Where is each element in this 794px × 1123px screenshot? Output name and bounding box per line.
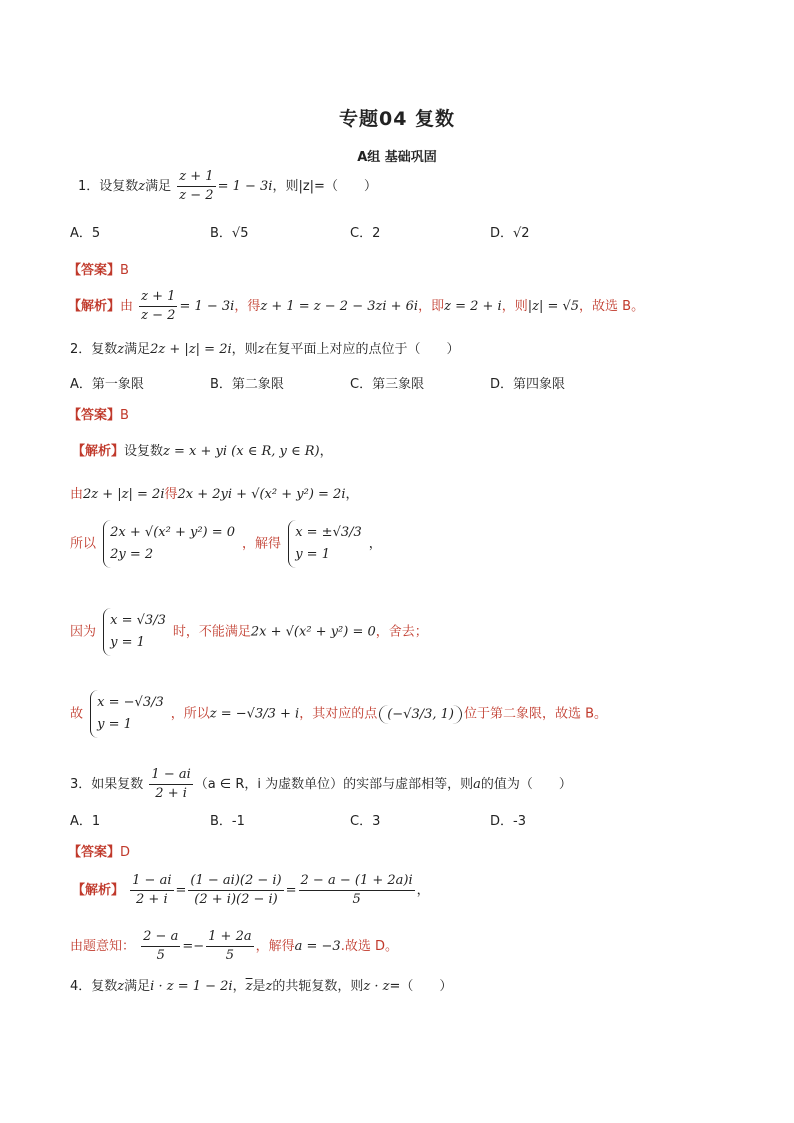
- question-2-options: [70, 373, 730, 392]
- answer-2: 【答案】B: [68, 408, 129, 423]
- analysis-3-line-1: 【解析】 $\frac{1 - ai}{2 + i}$ = $\frac{(1 - ai)(2 - i)}{(2 + i)(2 - i)}$ = $\frac{2 - a - (1 + 2a)i}{5}$ ，: [72, 873, 430, 907]
- question-3-options: [70, 810, 730, 829]
- analysis-1: 【解析】由 $\frac{z + 1}{z - 2}$ = 1 − 3i，得z + 1 = z − 2 − 3zi + 6i，即z = 2 + i，则|z| = √5，故选 B。: [68, 289, 645, 323]
- analysis-3-line-2: 由题意知： $\frac{2 - a}{5}$ =− $\frac{1 + 2a}{5}$ ，解得a = −3.故选 D。: [70, 929, 398, 963]
- option-d[interactable]: D．第四象限: [490, 377, 566, 392]
- question-3: 3．如果复数 $\frac{1 - ai}{2 + i}$ （a ∈ R，i 为虚数单位）的实部与虚部相等，则a的值为（ ）: [70, 767, 572, 801]
- option-a[interactable]: A．1: [70, 814, 101, 829]
- option-b[interactable]: B．√5: [210, 226, 249, 241]
- answer-1: 【答案】B: [68, 263, 129, 278]
- analysis-2-line-4: 因为 x = √3/3 y = 1 时，不能满足2x + √(x² + y²) = 0，舍去；: [70, 608, 730, 656]
- option-d[interactable]: D．√2: [490, 226, 530, 241]
- fraction: $\frac{z + 1}{z - 2}$: [179, 169, 214, 203]
- option-c[interactable]: C．3: [350, 814, 381, 829]
- answer-3: 【答案】D: [68, 845, 131, 860]
- option-a[interactable]: A．第一象限: [70, 377, 144, 392]
- question-4: 4．复数z满足i · z = 1 − 2i，$\overline{z}$是z的共轭复数，则z · z=（ ）: [70, 979, 453, 994]
- question-1: 1．设复数z满足 $\frac{z + 1}{z - 2}$ = 1 − 3i，则|z|=（ ）: [78, 169, 377, 203]
- question-2: 2．复数z满足2z + |z| = 2i，则z在复平面上对应的点位于（ ）: [70, 342, 460, 357]
- analysis-2-line-1: 【解析】设复数z = x + yi (x ∈ R, y ∈ R)，: [72, 444, 333, 459]
- option-c[interactable]: C．第三象限: [350, 377, 425, 392]
- option-d[interactable]: D．-3: [490, 814, 526, 829]
- option-a[interactable]: A．5: [70, 226, 101, 241]
- section-subtitle: A组 基础巩固: [357, 150, 437, 165]
- solution-system: x = ±√3/3 y = 1: [288, 520, 366, 568]
- question-1-options: [70, 222, 730, 241]
- option-b[interactable]: B．-1: [210, 814, 245, 829]
- option-b[interactable]: B．第二象限: [210, 377, 284, 392]
- page-title: 专题04 复数: [338, 108, 456, 130]
- analysis-2-line-3: 所以 2x + √(x² + y²) = 0 2y = 2 ，解得 x = ±√3/3 y = 1 ，: [70, 520, 730, 568]
- analysis-2-line-5: 故 x = −√3/3 y = 1 ，所以z = −√3/3 + i，其对应的点 (−√3/3, 1) 位于第二象限，故选 B。: [70, 690, 730, 738]
- analysis-2-line-2: 由2z + |z| = 2i得2x + 2yi + √(x² + y²) = 2i，: [70, 487, 359, 502]
- option-c[interactable]: C．2: [350, 226, 381, 241]
- equation-system: 2x + √(x² + y²) = 0 2y = 2: [103, 520, 239, 568]
